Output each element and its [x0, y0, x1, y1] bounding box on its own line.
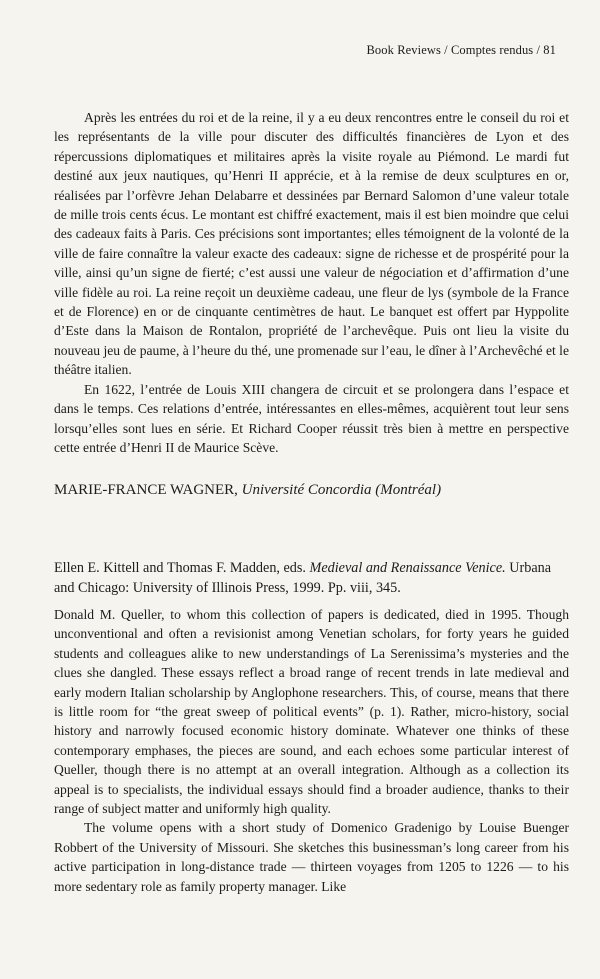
french-review-text	[54, 108, 569, 457]
reviewer-signature	[54, 482, 441, 499]
citation-publication: Urbana and Chicago: University of Illinois Press, 1999. Pp. viii, 345.	[54, 560, 552, 596]
reviewer-affiliation: Université Concordia (Montréal)	[241, 482, 442, 498]
citation-title: Medieval and Renaissance Venice.	[309, 560, 506, 576]
english-paragraph-2: The volume opens with a short study of Domenico Gradenigo by Louise Buenger Robbert of the University of Missouri. She sketches this businessman’s long career from his active participation in long-distance trade — thirteen voyages from 1205 to 1226 — to his more sedentary role as family property manager. Like	[54, 820, 569, 894]
french-paragraph-2: En 1622, l’entrée de Louis XIII changera de circuit et se prolongera dans l’espace et dans le temps. Ces relations d’entrée, intéressantes en elles-mêmes, acquièrent tout leur sens lorsqu’elles sont lues en série. Et Richard Cooper réussit très bien à mettre en perspective cette entrée d’Henri II de Maurice Scève.	[54, 381, 569, 455]
running-head: Book Reviews / Comptes rendus / 81	[366, 43, 556, 57]
book-citation	[54, 559, 569, 598]
reviewer-name: MARIE-FRANCE WAGNER,	[54, 482, 238, 498]
english-review-text	[54, 605, 569, 896]
citation-editors: Ellen E. Kittell and Thomas F. Madden, eds.	[54, 560, 306, 576]
french-paragraph-1: Après les entrées du roi et de la reine, il y a eu deux rencontres entre le conseil du roi et les représentants de la ville pour discuter des difficultés financières de Lyon et des répercussions diplomatiques et militaires après la visite royale au Piémond. Le mardi fut destiné aux jeux nautiques, qu’Henri II apprécie, et à la remise de deux sculptures en or, réalisées par l’orfèvre Jehan Delabarre et dessinées par Bernard Salomon d’une valeur totale de mille trois cents écus. Le montant est chiffré exactement, mais il est bien moindre que celui des cadeaux faits à Paris. Ces précisions sont importantes; elles témoignent de la volonté de la ville de faire connaître la valeur exacte des cadeaux: signe de richesse et de prospérité pour la ville, ainsi qu’un signe de fierté; c’est aussi une valeur de négociation et d’affirmation d’une ville fidèle au roi. La reine reçoit un deuxième cadeau, une fleur de lys (symbole de la France et de Florence) en or de cinquante centimètres de haut. Le banquet est offert par Hyppolite d’Este dans la Maison de Rontalon, propriété de l’archevêque. Puis ont lieu la visite du nouveau jeu de paume, à l’heure du thé, une promenade sur l’eau, le dîner à l’Archevêché et le théâtre italien.	[54, 110, 569, 378]
english-paragraph-1: Donald M. Queller, to whom this collection of papers is dedicated, died in 1995. Though unconventional and often a revisionist among Venetian scholars, for forty years he guided students and colleagues alike to new understandings of La Serenissima’s mysteries and the clues she dangled. These essays reflect a broad range of recent trends in late medieval and early modern Italian scholarship by Anglophone researchers. This, of course, means that there is little room for “the great sweep of political events” (p. 1). Rather, micro-history, social history and narrowly focused economic history dominate. Whatever one thinks of these contemporary emphases, the pieces are sound, and each echoes some particular interest of Queller, though there is no attempt at an overall integration. Although as a collection its appeal is to specialists, the individual essays should find a broader audience, thanks to their range of subject matter and uniformly high quality.	[54, 607, 569, 817]
